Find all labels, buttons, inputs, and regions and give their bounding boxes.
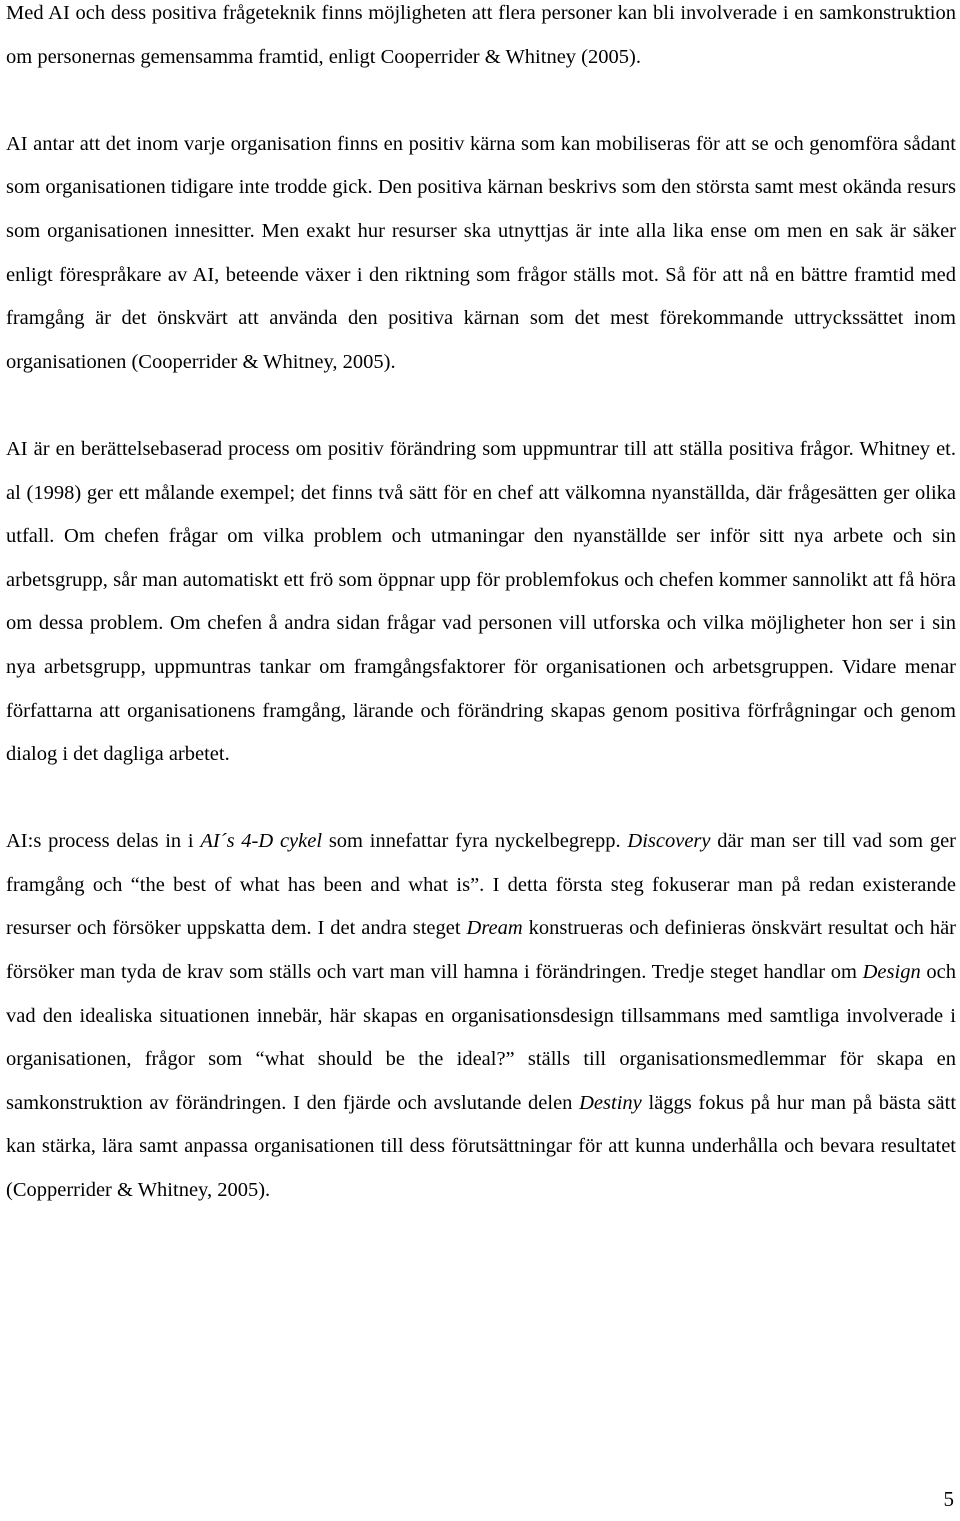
text-run: Med AI och dess positiva frågeteknik finns möjligheten att flera personer kan bli involverade i en samkonstruktion om personernas gemensamma framtid, enligt Cooperrider & Whitney (2005). bbox=[6, 2, 956, 68]
paragraph-4 bbox=[6, 820, 956, 1212]
paragraph-spacer bbox=[6, 384, 956, 428]
page-number: 5 bbox=[943, 1487, 954, 1511]
italic-term: Discovery bbox=[627, 830, 711, 853]
italic-term: Destiny bbox=[579, 1091, 642, 1114]
text-run: AI antar att det inom varje organisation finns en positiv kärna som kan mobiliseras för att se och genomföra sådant som organisationen tidigare inte trodde gick. Den positiva kärnan beskrivs som den största samt mest okända resurs som organisationen innesitter. Men exakt hur resurser ska utnyttjas är inte alla lika ense om men en sak är säker enligt förespråkare av AI, beteende växer i den riktning som frågor ställs mot. Så för att nå en bättre framtid med framgång är det önskvärt att använda den positiva kärnan som det mest förekommande uttryckssättet inom organisationen (Cooperrider & Whitney, 2005). bbox=[6, 132, 956, 373]
paragraph-spacer bbox=[6, 777, 956, 821]
text-run: och vad den idealiska situationen innebär, här skapas en organisationsdesign tillsammans med samtliga involverade i organisationen, frågor som “what should be the ideal?” ställs till organisationsmedlemmar för skapa en samkonstruktion av förändringen. I den fjärde och avslutande delen bbox=[6, 961, 956, 1114]
paragraph-spacer bbox=[6, 79, 956, 123]
text-run: konstrueras och definieras önskvärt resultat och här försöker man tyda de krav som ställs och vart man vill hamna i förändringen. Tredje steget handlar om bbox=[6, 917, 956, 984]
paragraph-1 bbox=[6, 0, 956, 79]
italic-term: Dream bbox=[466, 917, 523, 940]
text-run: där man ser till vad som ger framgång och “the best of what has been and what is”. I detta första steg fokuserar man på redan existerande resurser och försöker uppskatta dem. I det andra steget bbox=[6, 830, 956, 940]
text-run: AI:s process delas in i bbox=[6, 830, 201, 853]
italic-term: AI´s 4-D cykel bbox=[200, 830, 323, 853]
text-run: som innefattar fyra nyckelbegrepp. bbox=[322, 830, 628, 853]
document-page bbox=[6, 0, 956, 1213]
text-run: läggs fokus på hur man på bästa sätt kan stärka, lära samt anpassa organisationen till dess förutsättningar för att kunna underhålla och bevara resultatet (Copperrider & Whitney, 2005). bbox=[6, 1091, 957, 1202]
paragraph-3 bbox=[6, 428, 956, 777]
paragraph-2 bbox=[6, 123, 956, 385]
italic-term: Design bbox=[862, 961, 921, 984]
text-run: AI är en berättelsebaserad process om positiv förändring som uppmuntrar till att ställa positiva frågor. Whitney et. al (1998) ger ett målande exempel; det finns två sätt för en chef att välkomna nyanställda, där frågesätten ger olika utfall. Om chefen frågar om vilka problem och utmaningar den nyanställde ser inför sitt nya arbete och sin arbetsgrupp, sår man automatiskt ett frö som öppnar upp för problemfokus och chefen kommer sannolikt att få höra om dessa problem. Om chefen å andra sidan frågar vad personen vill utforska och vilka möjligheter hon ser i sin nya arbetsgrupp, uppmuntras tankar om framgångsfaktorer för organisationen och arbetsgruppen. Vidare menar författarna att organisationens framgång, lärande och förändring skapas genom positiva förfrågningar och genom dialog i det dagliga arbetet. bbox=[6, 437, 956, 766]
